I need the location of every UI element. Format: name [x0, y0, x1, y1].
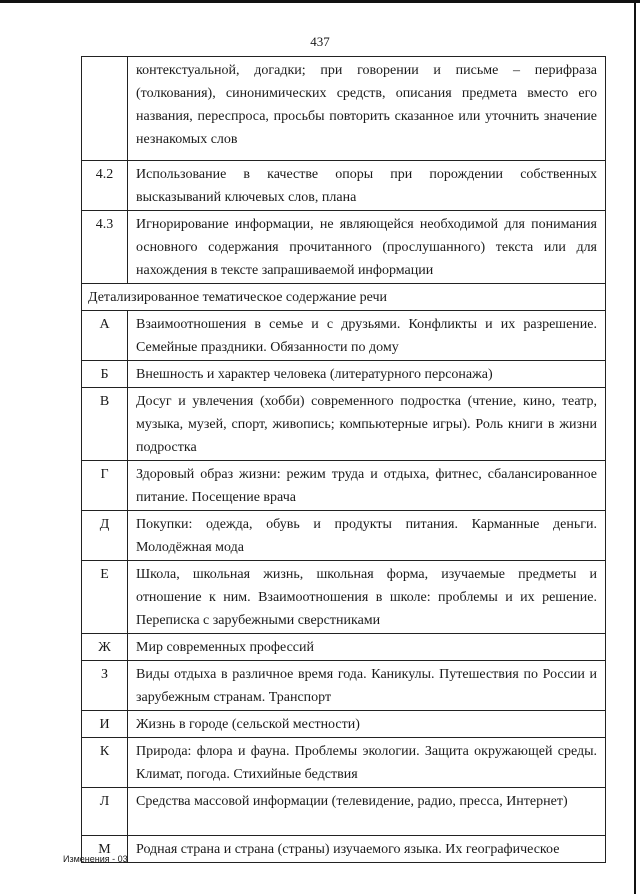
- topic-text: Внешность и характер человека (литературного персонажа): [128, 361, 606, 388]
- topic-code: Л: [82, 788, 128, 836]
- scan-edge-right: [634, 0, 636, 894]
- row-text: Использование в качестве опоры при порождении собственных высказываний ключевых слов, плана: [128, 161, 606, 211]
- topic-row: [82, 561, 606, 634]
- topic-row: [82, 634, 606, 661]
- row-code: 4.2: [82, 161, 128, 211]
- row-code: [82, 57, 128, 161]
- topic-text: Взаимоотношения в семье и с друзьями. Конфликты и их разрешение. Семейные праздники. Обязанности по дому: [128, 311, 606, 361]
- section-title: Детализированное тематическое содержание речи: [82, 284, 606, 311]
- page-number: 437: [310, 34, 330, 49]
- section-header-row: [82, 284, 606, 311]
- topic-row: [82, 788, 606, 836]
- topic-code: А: [82, 311, 128, 361]
- topic-row: [82, 461, 606, 511]
- topic-row: [82, 361, 606, 388]
- topic-text: Досуг и увлечения (хобби) современного подростка (чтение, кино, театр, музыка, музей, спорт, живопись; компьютерные игры). Роль книги в жизни подростка: [128, 388, 606, 461]
- topic-text: Средства массовой информации (телевидение, радио, пресса, Интернет): [128, 788, 606, 836]
- topic-code: Ж: [82, 634, 128, 661]
- row-text: контекстуальной, догадки; при говорении и письме – перифраза (толкования), синонимических средств, описания предмета вместо его названия, переспроса, просьбы повторить сказанное или уточнить значение незнакомых слов: [128, 57, 606, 161]
- row-text: Игнорирование информации, не являющейся необходимой для понимания основного содержания прочитанного (прослушанного) текста или для нахождения в тексте запрашиваемой информации: [128, 211, 606, 284]
- topic-text: Жизнь в городе (сельской местности): [128, 711, 606, 738]
- topic-text: Мир современных профессий: [128, 634, 606, 661]
- table-row: [82, 161, 606, 211]
- topic-text: Покупки: одежда, обувь и продукты питания. Карманные деньги. Молодёжная мода: [128, 511, 606, 561]
- topic-row: [82, 711, 606, 738]
- topic-text: Здоровый образ жизни: режим труда и отдыха, фитнес, сбалансированное питание. Посещение врача: [128, 461, 606, 511]
- row-code: 4.3: [82, 211, 128, 284]
- topic-code: Е: [82, 561, 128, 634]
- topic-code: З: [82, 661, 128, 711]
- footer-revision: Изменения - 03: [63, 854, 128, 864]
- topic-row: [82, 388, 606, 461]
- topic-text: Виды отдыха в различное время года. Каникулы. Путешествия по России и зарубежным странам. Транспорт: [128, 661, 606, 711]
- table-row: [82, 57, 606, 161]
- topic-row: [82, 661, 606, 711]
- topic-code: Б: [82, 361, 128, 388]
- topic-code: И: [82, 711, 128, 738]
- table-row: [82, 211, 606, 284]
- topic-code: М: [82, 836, 128, 863]
- topic-row: [82, 836, 606, 863]
- topic-code: В: [82, 388, 128, 461]
- scan-edge-top: [0, 0, 640, 3]
- topic-text: Школа, школьная жизнь, школьная форма, изучаемые предметы и отношение к ним. Взаимоотношения в школе: проблемы и их решение. Переписка с зарубежными сверстниками: [128, 561, 606, 634]
- topic-row: [82, 738, 606, 788]
- topic-code: К: [82, 738, 128, 788]
- content-table: [81, 56, 606, 863]
- topic-code: Д: [82, 511, 128, 561]
- topic-text: Родная страна и страна (страны) изучаемого языка. Их географическое: [128, 836, 606, 863]
- topic-text: Природа: флора и фауна. Проблемы экологии. Защита окружающей среды. Климат, погода. Стихийные бедствия: [128, 738, 606, 788]
- topic-code: Г: [82, 461, 128, 511]
- topic-row: [82, 311, 606, 361]
- topic-row: [82, 511, 606, 561]
